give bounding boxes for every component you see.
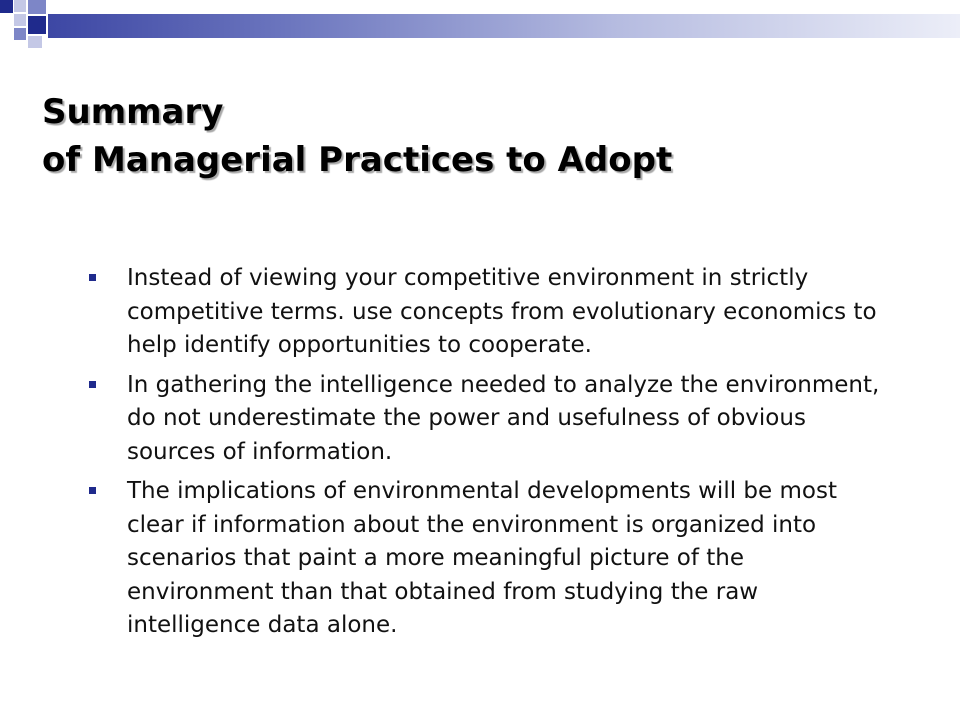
corner-square-mid	[14, 28, 26, 40]
corner-square-light	[28, 36, 42, 48]
bullet-item	[86, 475, 886, 643]
slide-title-line-1: Summary	[42, 92, 224, 132]
corner-square-light	[14, 14, 26, 26]
slide-title-line-2: of Managerial Practices to Adopt	[42, 140, 673, 180]
bullet-item	[86, 262, 886, 363]
corner-square-light	[14, 0, 26, 12]
corner-square-dark	[0, 0, 13, 13]
corner-square-dark	[28, 16, 46, 34]
header-gradient-bar	[48, 14, 960, 38]
square-bullet-icon	[89, 487, 96, 494]
bullet-list	[86, 262, 886, 649]
corner-square-mid	[28, 0, 46, 14]
bullet-text: In gathering the intelligence needed to analyze the environment, do not underestimate the power and usefulness of obvious sources of information.	[127, 371, 880, 465]
slide-title	[42, 88, 672, 184]
bullet-item	[86, 369, 886, 470]
square-bullet-icon	[89, 381, 96, 388]
bullet-text: Instead of viewing your competitive environment in strictly competitive terms. use concepts from evolutionary economics to help identify opportunities to cooperate.	[127, 265, 877, 358]
bullet-text: The implications of environmental developments will be most clear if information about the environment is organized into scenarios that paint a more meaningful picture of the environment than that obtained from studying the raw intelligence data alone.	[127, 478, 837, 638]
square-bullet-icon	[89, 274, 96, 281]
